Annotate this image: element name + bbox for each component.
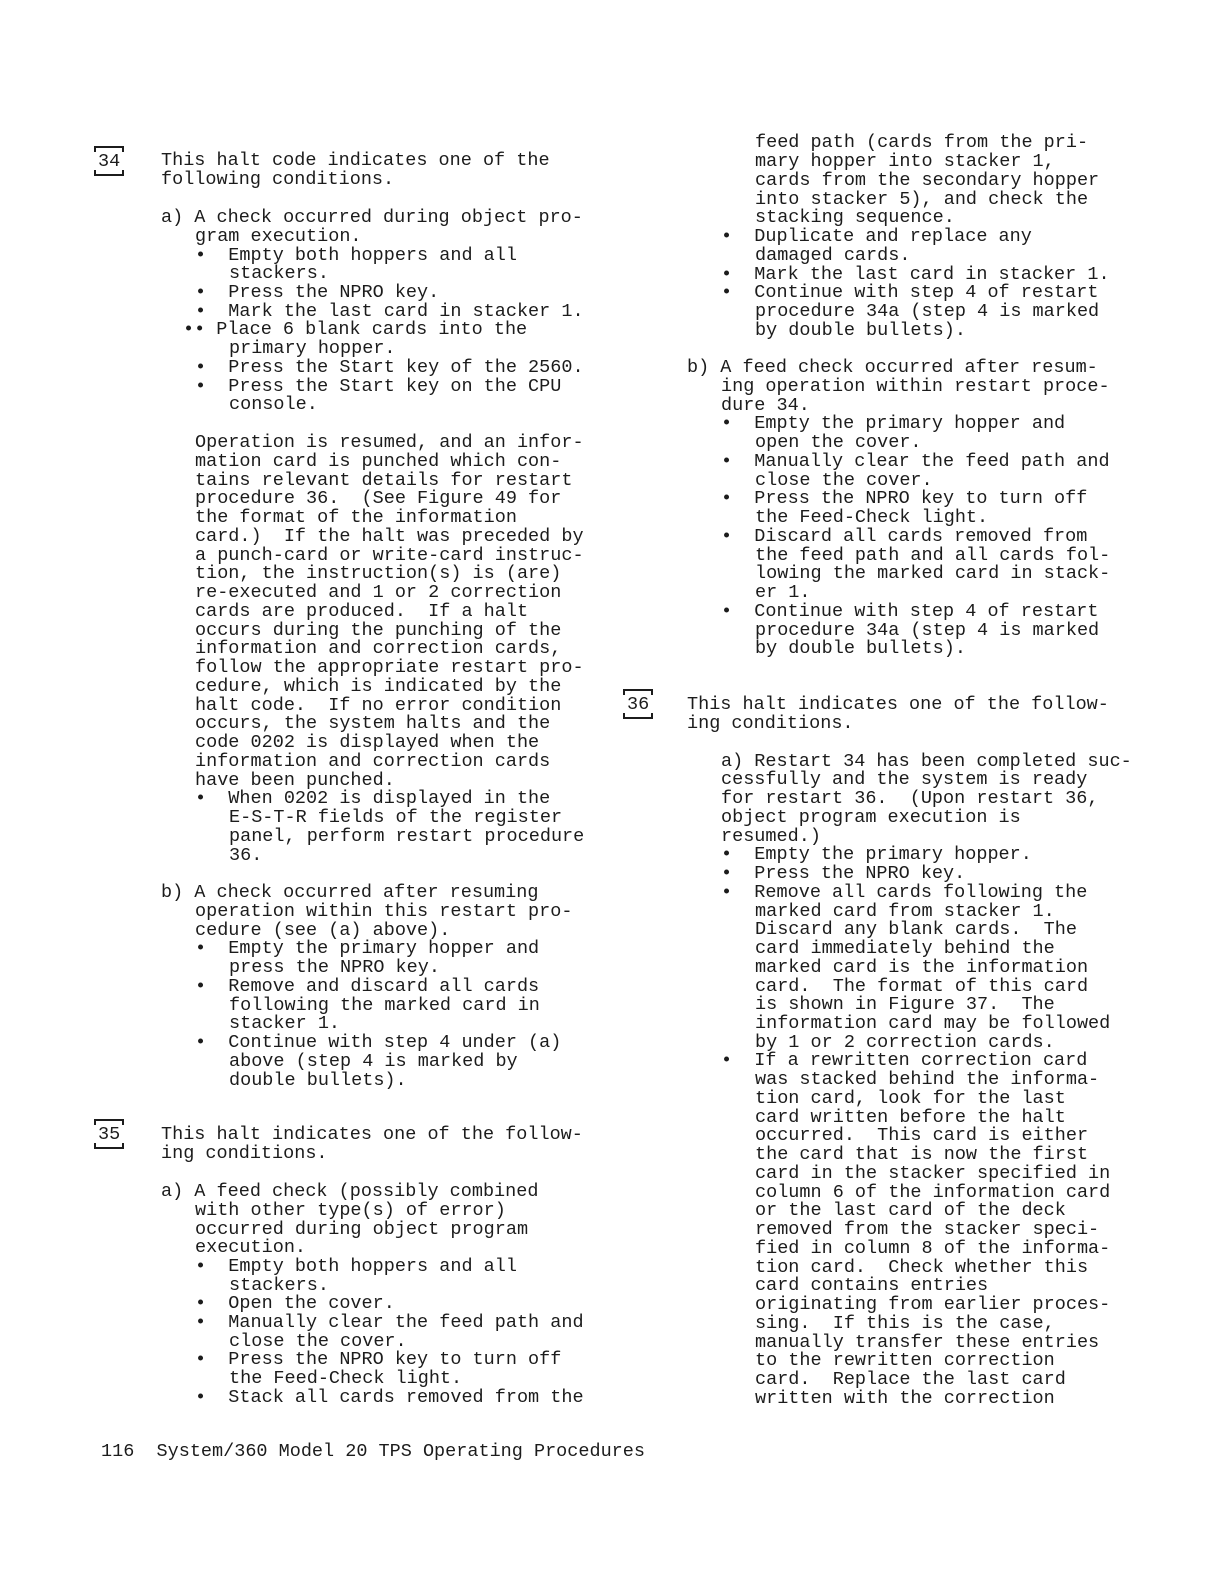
right-column-line: ing conditions. bbox=[687, 713, 854, 734]
left-column-line: close the cover. bbox=[229, 1331, 407, 1352]
right-column-line: the feed path and all cards fol- bbox=[755, 545, 1111, 566]
left-column-line: • Press the Start key of the 2560. bbox=[195, 357, 584, 378]
left-column-line: stackers. bbox=[229, 263, 329, 284]
right-column-line: • Discard all cards removed from bbox=[721, 526, 1088, 547]
left-column-line: • Press the NPRO key to turn off bbox=[195, 1349, 562, 1370]
right-column-line: or the last card of the deck bbox=[755, 1200, 1066, 1221]
right-column-line: marked card from stacker 1. bbox=[755, 901, 1055, 922]
right-column-line: by 1 or 2 correction cards. bbox=[755, 1032, 1055, 1053]
right-column-line: procedure 34a (step 4 is marked bbox=[755, 620, 1100, 641]
halt-code-34: 34 bbox=[98, 151, 121, 172]
halt-code-box-35 bbox=[94, 1111, 124, 1149]
left-column-line: following conditions. bbox=[161, 169, 395, 190]
left-column-line: the format of the information bbox=[195, 507, 517, 528]
right-column-line: • Duplicate and replace any bbox=[721, 226, 1032, 247]
right-column-line: • Remove all cards following the bbox=[721, 882, 1088, 903]
page-footer: 116 System/360 Model 20 TPS Operating Procedures bbox=[101, 1441, 645, 1462]
right-column-line: resumed.) bbox=[721, 826, 821, 847]
right-column-line: damaged cards. bbox=[755, 245, 911, 266]
left-column-line: This halt code indicates one of the bbox=[161, 150, 550, 171]
left-column-line: Operation is resumed, and an infor- bbox=[195, 432, 584, 453]
right-column-line: This halt indicates one of the follow- bbox=[687, 694, 1109, 715]
left-column-line: information and correction cards bbox=[195, 751, 551, 772]
left-column-line: occurs, the system halts and the bbox=[195, 713, 551, 734]
right-column-line: card. The format of this card bbox=[755, 976, 1089, 997]
left-column-line: cedure (see (a) above). bbox=[195, 920, 451, 941]
right-column-line: by double bullets). bbox=[755, 638, 966, 659]
right-column-line: cards from the secondary hopper bbox=[755, 170, 1100, 191]
left-column-line: occurred during object program bbox=[195, 1219, 529, 1240]
right-column-line: originating from earlier proces- bbox=[755, 1294, 1111, 1315]
left-column-line: occurs during the punching of the bbox=[195, 620, 562, 641]
right-column-line: lowing the marked card in stack- bbox=[755, 563, 1111, 584]
left-column-line: the Feed-Check light. bbox=[229, 1368, 463, 1389]
left-column-line: • Manually clear the feed path and bbox=[195, 1312, 584, 1333]
right-column-line: fied in column 8 of the informa- bbox=[755, 1238, 1111, 1259]
right-column-line: open the cover. bbox=[755, 432, 922, 453]
left-column-line: 36. bbox=[229, 845, 263, 866]
right-column-line: procedure 34a (step 4 is marked bbox=[755, 301, 1100, 322]
left-column-line: follow the appropriate restart pro- bbox=[195, 657, 584, 678]
left-column-line: ing conditions. bbox=[161, 1143, 328, 1164]
right-column-line: • If a rewritten correction card bbox=[721, 1050, 1088, 1071]
left-column-line: gram execution. bbox=[195, 226, 362, 247]
left-column-line: console. bbox=[229, 394, 318, 415]
right-column-line: a) Restart 34 has been completed suc- bbox=[721, 751, 1132, 772]
left-column-line: • Press the Start key on the CPU bbox=[195, 376, 562, 397]
right-column-line: was stacked behind the informa- bbox=[755, 1069, 1100, 1090]
left-column-line: primary hopper. bbox=[229, 338, 396, 359]
left-column-line: E-S-T-R fields of the register bbox=[229, 807, 563, 828]
left-column-line: •• Place 6 blank cards into the bbox=[183, 319, 528, 340]
left-column-line: above (step 4 is marked by bbox=[229, 1051, 518, 1072]
right-column-line: card in the stacker specified in bbox=[755, 1163, 1111, 1184]
right-column-line: sing. If this is the case, bbox=[755, 1313, 1055, 1334]
left-column-line: • Empty both hoppers and all bbox=[195, 1256, 517, 1277]
left-column-line: • Continue with step 4 under (a) bbox=[195, 1032, 562, 1053]
right-column-line: for restart 36. (Upon restart 36, bbox=[721, 788, 1099, 809]
right-column-line: • Empty the primary hopper and bbox=[721, 413, 1066, 434]
right-column-line: • Press the NPRO key to turn off bbox=[721, 488, 1088, 509]
right-column-line: • Manually clear the feed path and bbox=[721, 451, 1110, 472]
right-column-line: marked card is the information bbox=[755, 957, 1089, 978]
left-column-line: tains relevant details for restart bbox=[195, 470, 573, 491]
right-column-line: • Empty the primary hopper. bbox=[721, 844, 1032, 865]
right-column-line: cessfully and the system is ready bbox=[721, 769, 1088, 790]
left-column-line: • Remove and discard all cards bbox=[195, 976, 540, 997]
right-column-line: Discard any blank cards. The bbox=[755, 919, 1077, 940]
left-column-line: a punch-card or write-card instruc- bbox=[195, 545, 584, 566]
left-column-line: press the NPRO key. bbox=[229, 957, 440, 978]
left-column-line: operation within this restart pro- bbox=[195, 901, 573, 922]
right-column-line: card immediately behind the bbox=[755, 938, 1055, 959]
right-column-line: column 6 of the information card bbox=[755, 1182, 1111, 1203]
right-column-line: er 1. bbox=[755, 582, 811, 603]
right-column-line: the Feed-Check light. bbox=[755, 507, 989, 528]
right-column-line: stacking sequence. bbox=[755, 207, 955, 228]
halt-code-box-34 bbox=[94, 138, 124, 176]
left-column-line: mation card is punched which con- bbox=[195, 451, 562, 472]
right-column-line: information card may be followed bbox=[755, 1013, 1111, 1034]
right-column-line: the card that is now the first bbox=[755, 1144, 1089, 1165]
left-column-line: b) A check occurred after resuming bbox=[161, 882, 539, 903]
right-column-line: • Continue with step 4 of restart bbox=[721, 282, 1099, 303]
right-column-line: object program execution is bbox=[721, 807, 1021, 828]
right-column-line: card written before the halt bbox=[755, 1107, 1066, 1128]
right-column-line: written with the correction bbox=[755, 1388, 1055, 1409]
halt-code-36: 36 bbox=[627, 694, 650, 715]
halt-code-box-36 bbox=[623, 681, 653, 719]
left-column-line: a) A feed check (possibly combined bbox=[161, 1181, 539, 1202]
left-column-line: panel, perform restart procedure bbox=[229, 826, 585, 847]
left-column-line: code 0202 is displayed when the bbox=[195, 732, 540, 753]
left-column-line: a) A check occurred during object pro- bbox=[161, 207, 583, 228]
left-column-line: • Empty both hoppers and all bbox=[195, 245, 517, 266]
right-column-line: mary hopper into stacker 1, bbox=[755, 151, 1055, 172]
right-column-line: by double bullets). bbox=[755, 320, 966, 341]
left-column-line: tion, the instruction(s) is (are) bbox=[195, 563, 562, 584]
left-column-line: following the marked card in bbox=[229, 995, 540, 1016]
halt-code-35: 35 bbox=[98, 1124, 121, 1145]
left-column-line: have been punched. bbox=[195, 770, 395, 791]
right-column-line: card. Replace the last card bbox=[755, 1369, 1066, 1390]
left-column-line: halt code. If no error condition bbox=[195, 695, 562, 716]
left-column-line: stackers. bbox=[229, 1275, 329, 1296]
left-column-line: cards are produced. If a halt bbox=[195, 601, 529, 622]
right-column-line: • Press the NPRO key. bbox=[721, 863, 966, 884]
right-column-line: is shown in Figure 37. The bbox=[755, 994, 1055, 1015]
right-column-line: occurred. This card is either bbox=[755, 1125, 1089, 1146]
right-column-line: feed path (cards from the pri- bbox=[755, 132, 1089, 153]
right-column-line: into stacker 5), and check the bbox=[755, 189, 1089, 210]
right-column-line: close the cover. bbox=[755, 470, 933, 491]
left-column-line: stacker 1. bbox=[229, 1013, 341, 1034]
left-column-line: • When 0202 is displayed in the bbox=[195, 788, 551, 809]
right-column-line: b) A feed check occurred after resum- bbox=[687, 357, 1098, 378]
left-column-line: • Mark the last card in stacker 1. bbox=[195, 301, 584, 322]
left-column-line: information and correction cards, bbox=[195, 638, 562, 659]
right-column-line: tion card. Check whether this bbox=[755, 1257, 1089, 1278]
left-column-line: • Empty the primary hopper and bbox=[195, 938, 540, 959]
right-column-line: tion card, look for the last bbox=[755, 1088, 1066, 1109]
left-column-line: • Press the NPRO key. bbox=[195, 282, 440, 303]
left-column-line: procedure 36. (See Figure 49 for bbox=[195, 488, 562, 509]
right-column-line: manually transfer these entries bbox=[755, 1332, 1100, 1353]
right-column-line: removed from the stacker speci- bbox=[755, 1219, 1100, 1240]
left-column-line: • Open the cover. bbox=[195, 1293, 395, 1314]
left-column-line: execution. bbox=[195, 1237, 307, 1258]
left-column-line: double bullets). bbox=[229, 1070, 407, 1091]
right-column-line: to the rewritten correction bbox=[755, 1350, 1055, 1371]
right-column-line: card contains entries bbox=[755, 1275, 989, 1296]
right-column-line: ing operation within restart proce- bbox=[721, 376, 1110, 397]
left-column-line: This halt indicates one of the follow- bbox=[161, 1124, 583, 1145]
left-column-line: cedure, which is indicated by the bbox=[195, 676, 562, 697]
left-column-line: • Stack all cards removed from the bbox=[195, 1387, 584, 1408]
right-column-line: • Continue with step 4 of restart bbox=[721, 601, 1099, 622]
left-column-line: card.) If the halt was preceded by bbox=[195, 526, 584, 547]
left-column-line: re-executed and 1 or 2 correction bbox=[195, 582, 562, 603]
right-column-line: • Mark the last card in stacker 1. bbox=[721, 264, 1110, 285]
right-column-line: dure 34. bbox=[721, 395, 810, 416]
left-column-line: with other type(s) of error) bbox=[195, 1200, 506, 1221]
